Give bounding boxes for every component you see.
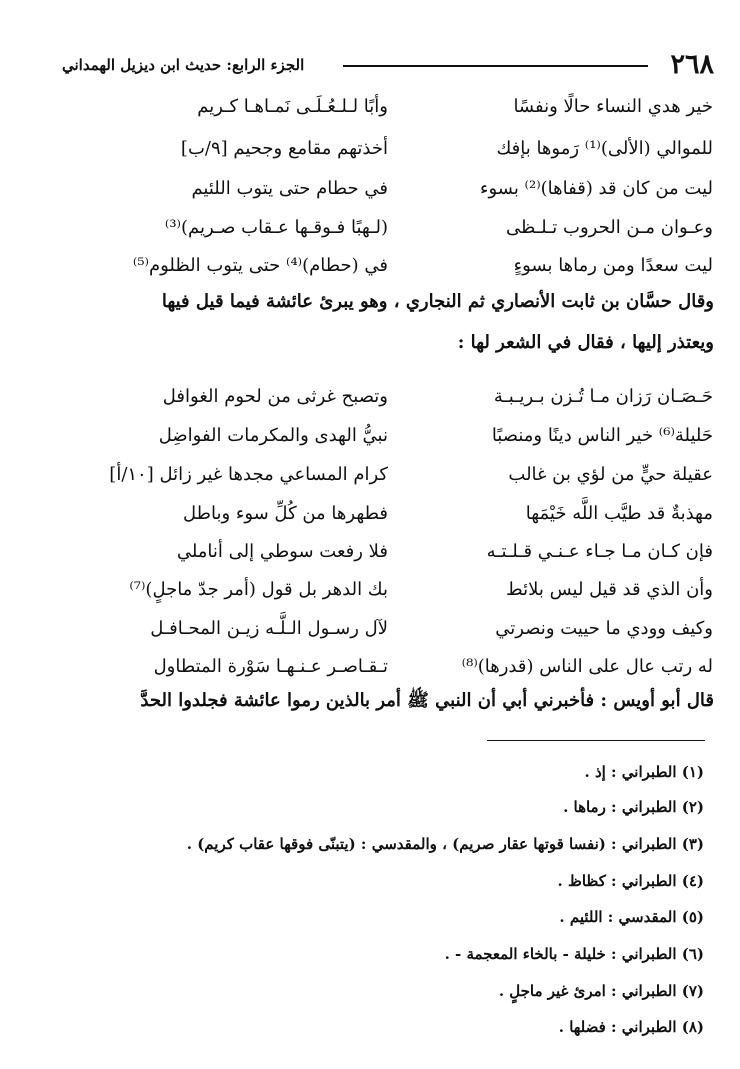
verse-second-hemistich: وأبًا لـلـعُـلَـى نَمـاهـا كـريم	[197, 96, 388, 117]
verse-first-hemistich: وعـوان مـن الحروب تـلـظى	[506, 217, 713, 238]
page-header	[62, 50, 714, 86]
verse-line	[103, 419, 713, 453]
verse-second-hemistich: بك الدهر بل قول (أمر جدّ ماجلٍ)⁽⁷⁾	[129, 579, 388, 600]
running-title: الجزء الرابع: حديث ابن ديزيل الهمداني	[62, 56, 305, 74]
verse-second-hemistich: في (حطام)⁽⁴⁾ حتى يتوب الظلوم⁽⁵⁾	[132, 255, 388, 276]
verse-line	[103, 249, 713, 283]
prose-paragraph-line: ويعتذر إليها ، فقال في الشعر لها :	[457, 332, 714, 353]
verse-first-hemistich: وأن الذي قد قيل ليس بلائط	[506, 579, 713, 600]
verse-line	[103, 573, 713, 607]
verse-second-hemistich: في حطام حتى يتوب اللئيم	[191, 178, 388, 199]
page-number: ٢٦٨	[670, 49, 714, 80]
verse-second-hemistich: أخذتهم مقامع وجحيم [٩/ب]	[180, 138, 388, 159]
footnote: (٣) الطبراني : (نفسا قوتها عقار صريم) ، والمقدسي : (يتبنّى فوقها عقاب كريم) .	[186, 835, 704, 853]
verse-line	[103, 497, 713, 531]
verse-line	[103, 612, 713, 646]
verse-second-hemistich: كرام المساعي مجدها غير زائل [١٠/أ]	[109, 464, 388, 485]
verse-first-hemistich: للموالي (الألى)⁽¹⁾ رَموها بإفك	[496, 138, 713, 159]
verse-first-hemistich: وكيف وودي ما حييت ونصرتي	[495, 618, 713, 639]
footnote: (٢) الطبراني : رماها .	[563, 798, 704, 816]
verse-line	[103, 380, 713, 414]
verse-second-hemistich: لآل رسـول الـلَّـه زيـن المحـافـل	[150, 618, 388, 639]
verse-line	[103, 90, 713, 124]
verse-line	[103, 172, 713, 206]
verse-second-hemistich: (لـهبًا فـوقـها عـقاب صـريم)⁽³⁾	[164, 217, 388, 238]
verse-second-hemistich: فطهرها من كُلِّ سوء وباطل	[183, 503, 388, 524]
prose-paragraph-line: قال أبو أويس : فأخبرني أبي أن النبي ﷺ أمر بالذين رموا عائشة فجلدوا الحدَّ	[140, 690, 714, 711]
verse-line	[103, 458, 713, 492]
verse-first-hemistich: خير هدي النساء حالًا ونفسًا	[513, 96, 713, 117]
footnote: (٦) الطبراني : خليلة - بالخاء المعجمة - .	[444, 945, 704, 963]
verse-line	[103, 535, 713, 569]
verse-first-hemistich: ليت سعدًا ومن رماها بسوءٍ	[513, 255, 713, 276]
prose-paragraph-line: وقال حسَّان بن ثابت الأنصاري ثم النجاري ، وهو يبرئ عائشة فيما قيل فيها	[161, 291, 714, 312]
verse-second-hemistich: تـقـاصـر عـنـهـا سَوْرة المتطاول	[153, 656, 388, 677]
footnote-separator	[487, 740, 705, 741]
verse-first-hemistich: حَليلة⁽⁶⁾ خير الناس دينًا ومنصبًا	[491, 425, 713, 446]
verse-first-hemistich: مهذبةٌ قد طيَّب اللَّه خَيْمَها	[525, 503, 713, 524]
footnote: (١) الطبراني : إذ .	[584, 763, 704, 781]
footnote: (٨) الطبراني : فضلها .	[558, 1018, 704, 1036]
verse-first-hemistich: فإن كـان مـا جـاء عـنـي قـلـتـه	[486, 541, 713, 562]
verse-line	[103, 211, 713, 245]
verse-second-hemistich: نبيُّ الهدى والمكرمات الفواضِل	[158, 425, 388, 446]
verse-first-hemistich: حَـصَـان رَزان مـا تُـزن بـريـبـة	[493, 386, 713, 407]
verse-first-hemistich: له رتب عال على الناس (قدرها)⁽⁸⁾	[461, 656, 713, 677]
verse-second-hemistich: وتصبح غرثى من لحوم الغوافل	[162, 386, 388, 407]
footnote: (٤) الطبراني : كظاظ .	[557, 872, 704, 890]
footnote: (٥) المقدسي : اللئيم .	[559, 908, 704, 926]
footnote: (٧) الطبراني : امرئ غير ماجلٍ .	[498, 982, 704, 1000]
verse-first-hemistich: عقيلة حيٍّ من لؤي بن غالب	[508, 464, 713, 485]
verse-line	[103, 650, 713, 684]
header-rule	[343, 65, 648, 67]
verse-second-hemistich: فلا رفعت سوطي إلى أناملي	[176, 541, 388, 562]
verse-line	[103, 132, 713, 166]
verse-first-hemistich: ليت من كان قد (قفاها)⁽²⁾ بسوء	[480, 178, 713, 199]
